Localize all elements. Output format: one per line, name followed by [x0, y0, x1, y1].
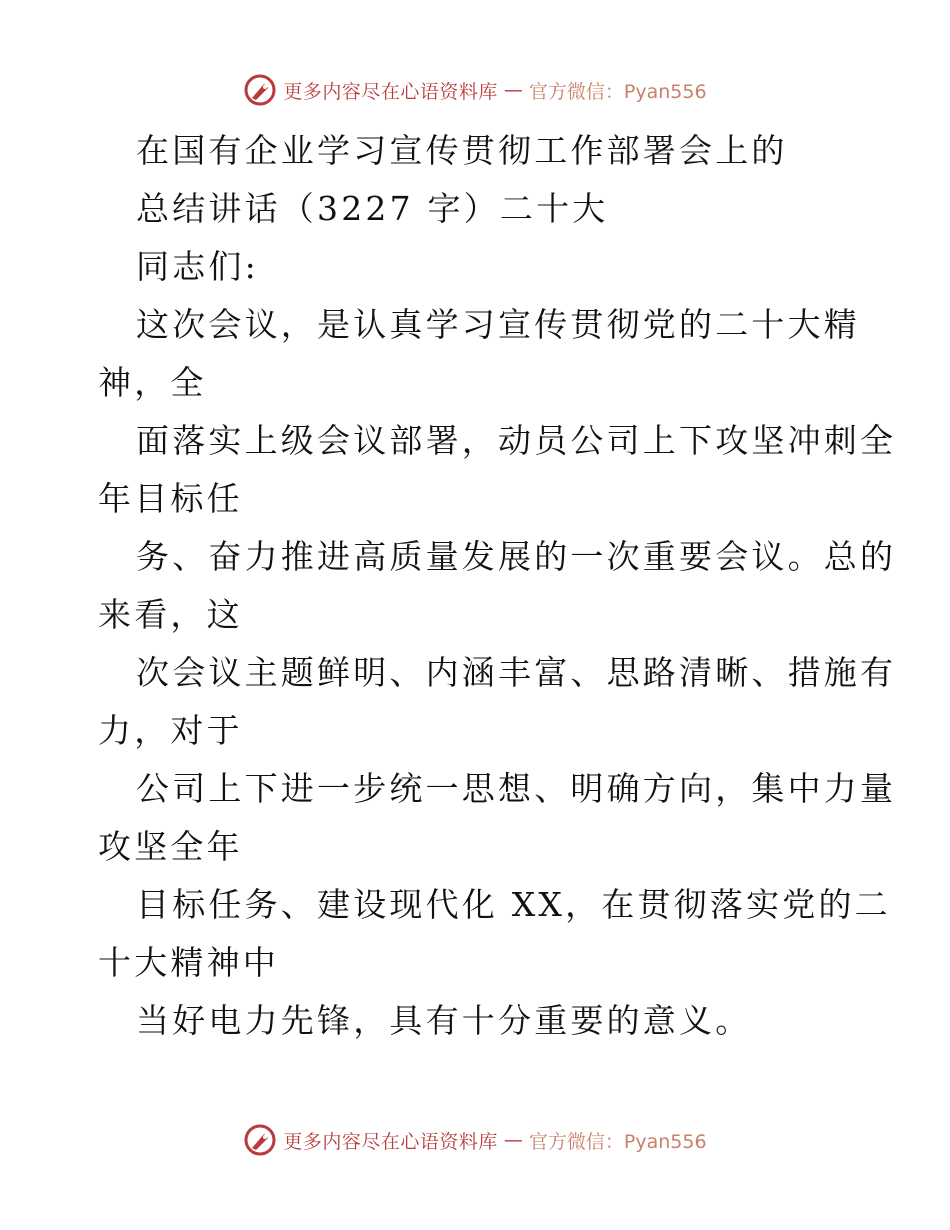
- pen-nib-logo-icon: [243, 73, 277, 107]
- paragraph-line: 攻坚全年: [98, 827, 243, 866]
- paragraph-line: 力，对于: [98, 711, 243, 750]
- banner-text: 更多内容尽在心语资料库: [283, 80, 498, 103]
- paragraph-line: 神，全: [98, 363, 207, 402]
- paragraph-line: 当好电力先锋，具有十分重要的意义。: [136, 1001, 752, 1040]
- paragraph-line: 次会议主题鲜明、内涵丰富、思路清晰、措施有: [136, 653, 897, 692]
- paragraph-line: 这次会议，是认真学习宣传贯彻党的二十大精: [136, 305, 860, 344]
- paragraph-line: 来看，这: [98, 595, 243, 634]
- banner-separator: —: [503, 1129, 523, 1151]
- paragraph-line: 面落实上级会议部署，动员公司上下攻坚冲刺全: [136, 421, 897, 460]
- paragraph: [98, 296, 897, 1050]
- banner-wechat: 官方微信：Pyan556: [528, 80, 707, 103]
- paragraph-line: 年目标任: [98, 479, 243, 518]
- document-title-line-1: 在国有企业学习宣传贯彻工作部署会上的: [136, 131, 788, 170]
- paragraph-line: 目标任务、建设现代化 XX，在贯彻落实党的二: [136, 885, 891, 924]
- header-watermark-banner: [0, 70, 950, 110]
- paragraph-line: 公司上下进一步统一思想、明确方向，集中力量: [136, 769, 897, 808]
- document-body: [98, 122, 897, 1050]
- banner-separator: —: [503, 79, 523, 101]
- document-title-line-2: 总结讲话（3227 字）二十大: [136, 189, 609, 228]
- salutation: 同志们:: [136, 247, 259, 286]
- paragraph-line: 务、奋力推进高质量发展的一次重要会议。总的: [136, 537, 897, 576]
- paragraph-line: 十大精神中: [98, 943, 279, 982]
- pen-nib-logo-icon: [243, 1123, 277, 1157]
- footer-watermark-banner: [0, 1120, 950, 1160]
- banner-wechat: 官方微信：Pyan556: [528, 1130, 707, 1153]
- banner-text: 更多内容尽在心语资料库: [283, 1130, 498, 1153]
